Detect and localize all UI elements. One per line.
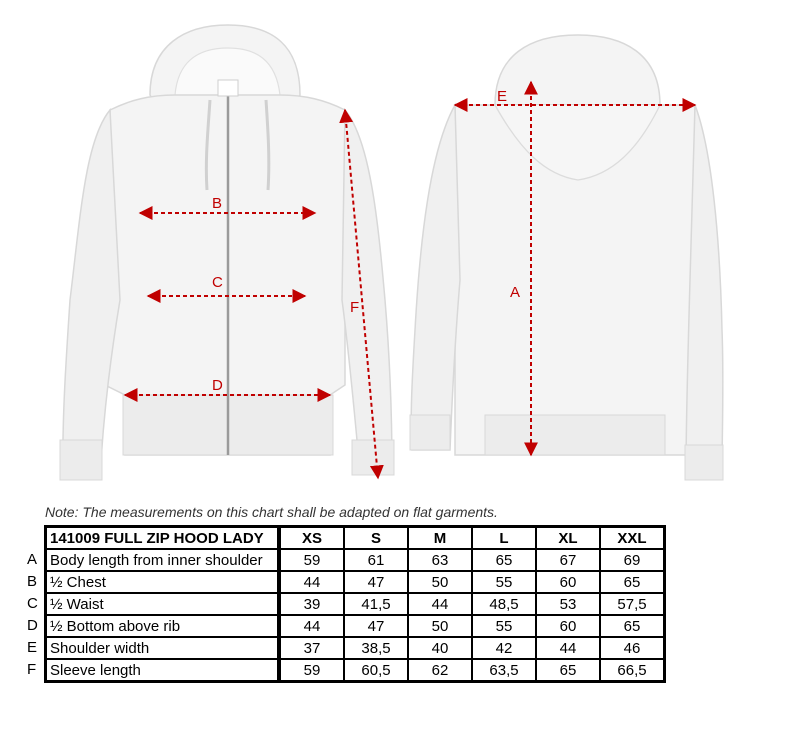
- row-letter: A: [27, 551, 38, 568]
- table-row: [46, 571, 664, 593]
- table-row: [46, 615, 664, 637]
- row-label: ½ Bottom above rib: [46, 615, 280, 637]
- table-row: [46, 549, 664, 571]
- table-header-row: [46, 527, 664, 549]
- size-header-xs: XS: [280, 527, 344, 549]
- row-letter: D: [27, 617, 38, 634]
- row-label: Shoulder width: [46, 637, 280, 659]
- table-cell: 40: [408, 637, 472, 659]
- row-letter: C: [27, 595, 38, 612]
- table-cell: 65: [472, 549, 536, 571]
- table-cell: 65: [600, 615, 664, 637]
- table-cell: 65: [600, 571, 664, 593]
- size-header-l: L: [472, 527, 536, 549]
- table-cell: 60,5: [344, 659, 408, 681]
- table-cell: 47: [344, 571, 408, 593]
- row-letter: E: [27, 639, 38, 656]
- table-cell: 66,5: [600, 659, 664, 681]
- table-cell: 39: [280, 593, 344, 615]
- measure-label-b: B: [212, 195, 223, 212]
- table-cell: 37: [280, 637, 344, 659]
- table-cell: 47: [344, 615, 408, 637]
- product-title: 141009 FULL ZIP HOOD LADY: [46, 527, 280, 549]
- size-header-s: S: [344, 527, 408, 549]
- size-header-m: M: [408, 527, 472, 549]
- table-cell: 55: [472, 571, 536, 593]
- table-cell: 59: [280, 659, 344, 681]
- table-cell: 46: [600, 637, 664, 659]
- size-header-xl: XL: [536, 527, 600, 549]
- table-cell: 44: [536, 637, 600, 659]
- table-cell: 59: [280, 549, 344, 571]
- table-cell: 38,5: [344, 637, 408, 659]
- table-cell: 44: [280, 571, 344, 593]
- size-chart-table: [44, 525, 666, 683]
- table-cell: 62: [408, 659, 472, 681]
- row-label: Body length from inner shoulder: [46, 549, 280, 571]
- measure-label-e: E: [497, 88, 508, 105]
- table-cell: 65: [536, 659, 600, 681]
- table-row: [46, 593, 664, 615]
- measurement-note: Note: The measurements on this chart shall be adapted on flat garments.: [45, 504, 498, 520]
- table-cell: 50: [408, 615, 472, 637]
- row-label: Sleeve length: [46, 659, 280, 681]
- table-cell: 67: [536, 549, 600, 571]
- table-body: [46, 549, 664, 681]
- row-label: ½ Chest: [46, 571, 280, 593]
- row-letters: [27, 549, 38, 681]
- table-cell: 61: [344, 549, 408, 571]
- measure-label-d: D: [212, 377, 223, 394]
- table-row: [46, 659, 664, 681]
- table-cell: 60: [536, 615, 600, 637]
- row-label: ½ Waist: [46, 593, 280, 615]
- table-cell: 42: [472, 637, 536, 659]
- table-row: [46, 637, 664, 659]
- row-letter: B: [27, 573, 38, 590]
- table-cell: 50: [408, 571, 472, 593]
- table-cell: 63,5: [472, 659, 536, 681]
- table-cell: 69: [600, 549, 664, 571]
- table-cell: 41,5: [344, 593, 408, 615]
- row-letter: F: [27, 661, 37, 678]
- measure-label-f: F: [350, 299, 360, 316]
- back-hoodie-drawing: [410, 35, 723, 480]
- table-cell: 44: [408, 593, 472, 615]
- table-cell: 63: [408, 549, 472, 571]
- front-hoodie-drawing: [60, 25, 394, 480]
- table-cell: 57,5: [600, 593, 664, 615]
- measure-label-c: C: [212, 274, 223, 291]
- table-cell: 60: [536, 571, 600, 593]
- table-cell: 53: [536, 593, 600, 615]
- measure-label-a: A: [510, 284, 521, 301]
- table-cell: 44: [280, 615, 344, 637]
- table-cell: 55: [472, 615, 536, 637]
- table-cell: 48,5: [472, 593, 536, 615]
- size-header-xxl: XXL: [600, 527, 664, 549]
